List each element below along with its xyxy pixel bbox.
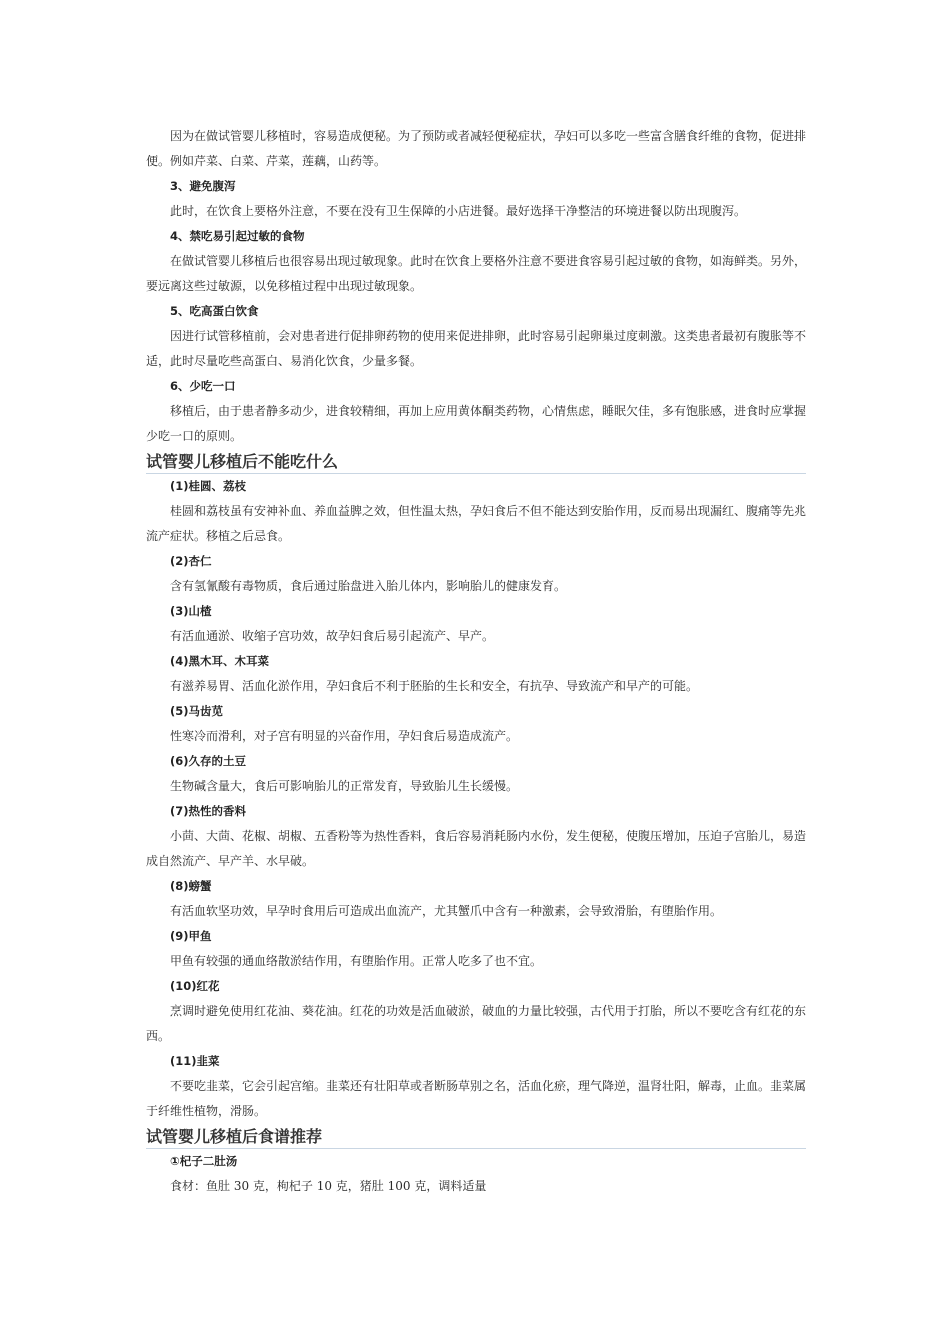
item-heading: (10)红花 xyxy=(170,979,220,993)
item-text: 甲鱼有较强的通血络散淤结作用，有堕胎作用。正常人吃多了也不宜。 xyxy=(170,954,543,968)
item-heading: (9)甲鱼 xyxy=(170,929,212,943)
intro-paragraph: 因为在做试管婴儿移植时，容易造成便秘。为了预防或者减轻便秘症状，孕妇可以多吃一些富含膳食纤维的食物，促进排便。例如芹菜、白菜、芹菜，莲藕，山药等。 xyxy=(146,129,807,168)
item-heading: (5)马齿苋 xyxy=(170,704,224,718)
item-heading: (6)久存的土豆 xyxy=(170,754,247,768)
tip-heading: 3、避免腹泻 xyxy=(170,179,236,193)
item-text: 小茴、大茴、花椒、胡椒、五香粉等为热性香料，食后容易消耗肠内水份，发生便秘，使腹压增加，压迫子宫胎儿，易造成自然流产、早产羊、水早破。 xyxy=(146,829,807,868)
item-text: 性寒冷而滑利，对子宫有明显的兴奋作用，孕妇食后易造成流产。 xyxy=(170,729,519,743)
item-heading: (8)螃蟹 xyxy=(170,879,212,893)
tip-heading: 4、禁吃易引起过敏的食物 xyxy=(170,229,305,243)
tip-text: 此时，在饮食上要格外注意，不要在没有卫生保障的小店进餐。最好选择干净整洁的环境进餐以防出现腹泻。 xyxy=(170,204,747,218)
item-text: 有活血通淤、收缩子宫功效，故孕妇食后易引起流产、早产。 xyxy=(170,629,495,643)
document-body xyxy=(146,124,806,1199)
item-text: 含有氢氰酸有毒物质，食后通过胎盘进入胎儿体内，影响胎儿的健康发育。 xyxy=(170,579,567,593)
section-title: 试管婴儿移植后食谱推荐 xyxy=(146,1124,806,1149)
item-heading: (3)山楂 xyxy=(170,604,212,618)
recipe-heading: ①杞子二肚汤 xyxy=(170,1154,238,1168)
item-text: 桂圆和荔枝虽有安神补血、养血益脾之效，但性温太热，孕妇食后不但不能达到安胎作用，反而易出现漏红、腹痛等先兆流产症状。移植之后忌食。 xyxy=(146,504,807,543)
item-text: 生物碱含量大，食后可影响胎儿的正常发育，导致胎儿生长缓慢。 xyxy=(170,779,519,793)
item-text: 有滋养易胃、活血化淤作用，孕妇食后不利于胚胎的生长和安全，有抗孕、导致流产和早产的可能。 xyxy=(170,679,699,693)
item-heading: (1)桂圆、荔枝 xyxy=(170,479,247,493)
tip-heading: 5、吃高蛋白饮食 xyxy=(170,304,259,318)
item-heading: (2)杏仁 xyxy=(170,554,212,568)
item-text: 烹调时避免使用红花油、葵花油。红花的功效是活血破淤，破血的力量比较强，古代用于打胎，所以不要吃含有红花的东西。 xyxy=(146,1004,807,1043)
item-heading: (4)黑木耳、木耳菜 xyxy=(170,654,270,668)
item-text: 不要吃韭菜，它会引起宫缩。韭菜还有壮阳草或者断肠草别之名，活血化瘀，理气降逆，温肾壮阳，解毒，止血。韭菜属于纤维性植物，滑肠。 xyxy=(146,1079,807,1118)
tip-text: 在做试管婴儿移植后也很容易出现过敏现象。此时在饮食上要格外注意不要进食容易引起过敏的食物，如海鲜类。另外，要远离这些过敏源，以免移植过程中出现过敏现象。 xyxy=(146,254,807,293)
item-text: 有活血软坚功效，早孕时食用后可造成出血流产，尤其蟹爪中含有一种激素，会导致滑胎，有堕胎作用。 xyxy=(170,904,723,918)
tip-heading: 6、少吃一口 xyxy=(170,379,236,393)
tip-text: 移植后，由于患者静多动少，进食较精细，再加上应用黄体酮类药物，心情焦虑，睡眠欠佳，多有饱胀感，进食时应掌握少吃一口的原则。 xyxy=(146,404,807,443)
item-heading: (7)热性的香料 xyxy=(170,804,247,818)
recipe-text: 食材：鱼肚 30 克，枸杞子 10 克，猪肚 100 克，调料适量 xyxy=(170,1179,487,1193)
item-heading: (11)韭菜 xyxy=(170,1054,220,1068)
section-title: 试管婴儿移植后不能吃什么 xyxy=(146,449,806,474)
tip-text: 因进行试管移植前，会对患者进行促排卵药物的使用来促进排卵，此时容易引起卵巢过度刺激。这类患者最初有腹胀等不适，此时尽量吃些高蛋白、易消化饮食，少量多餐。 xyxy=(146,329,807,368)
